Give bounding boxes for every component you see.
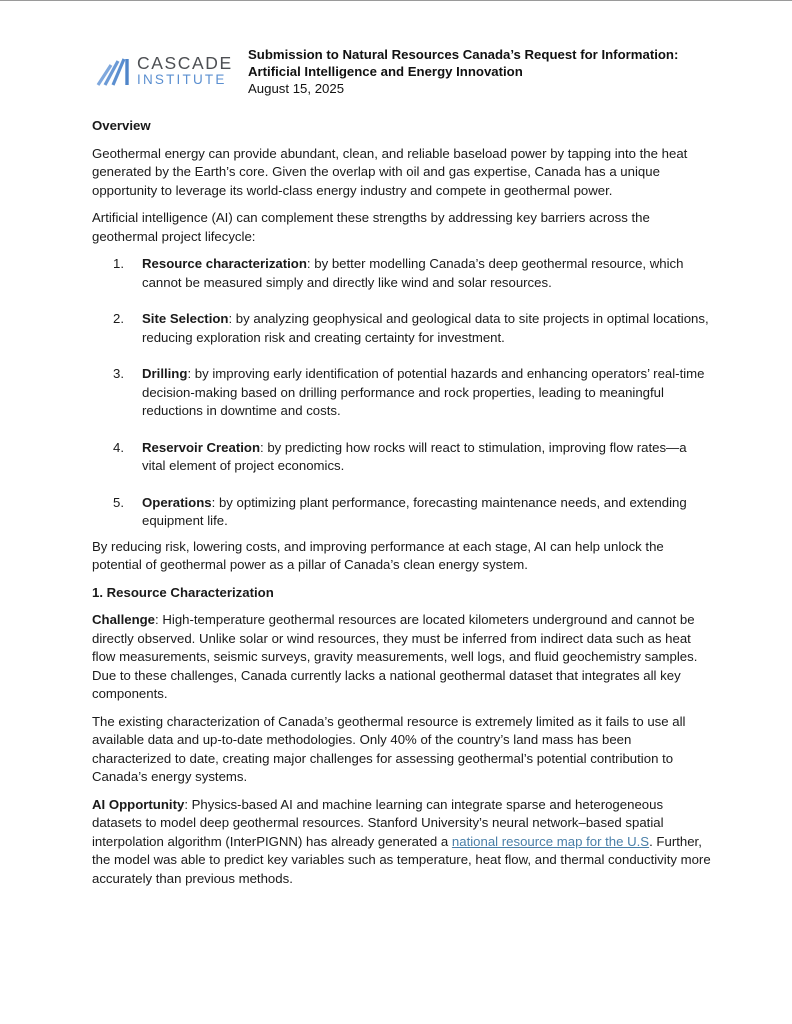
list-item-drilling xyxy=(92,365,712,421)
list-number: 1. xyxy=(113,256,124,271)
existing-characterization-paragraph: The existing characterization of Canada’s geothermal resource is extremely limited as it fails to use all available data and up-to-date methodologies. Only 40% of the country’s land mass has been characterized to date, creating major challenges for assessing geothermal’s potential contribution to Canada’s energy systems. xyxy=(92,713,686,784)
document-date: August 15, 2025 xyxy=(248,81,345,96)
overview-paragraph-2: Artificial intelligence (AI) can complement these strengths by addressing key barriers across the geothermal project lifecycle: xyxy=(92,210,650,244)
document-header xyxy=(96,46,716,102)
list-number: 2. xyxy=(113,311,124,326)
challenge-paragraph xyxy=(92,611,712,704)
list-item-text: : by improving early identification of potential hazards and enhancing operators’ real-time decision-making based on drilling performance and rock properties, leading to meaningful reductions in downtime and costs. xyxy=(142,366,705,418)
document-title-line-1: Submission to Natural Resources Canada’s Request for Information: xyxy=(248,47,679,62)
overview-heading: Overview xyxy=(92,118,151,133)
overview-paragraph-1: Geothermal energy can provide abundant, clean, and reliable baseload power by tapping into the heat generated by the Earth’s core. Given the overlap with oil and gas expertise, Canada has a unique opportunity to leverage its world-class energy industry and compete in geothermal power. xyxy=(92,145,688,198)
ai-opportunity-paragraph xyxy=(92,796,712,889)
list-item-site-selection xyxy=(92,310,712,347)
document-body xyxy=(92,117,712,897)
national-resource-map-link[interactable]: national resource map for the U.S xyxy=(451,833,650,849)
list-item-term: Resource characterization xyxy=(142,256,307,271)
logo-text-institute: INSTITUTE xyxy=(137,72,227,87)
ai-opportunity-text-before: : Physics-based AI and machine learning can integrate sparse and heterogeneous datasets to model deep geothermal resources. Stanford University’s neural network–based spatial interpolation algorithm (InterPIGNN) has already generated a xyxy=(92,796,664,849)
list-number: 4. xyxy=(113,439,124,455)
list-number: 3. xyxy=(113,366,124,381)
list-item-reservoir-creation xyxy=(92,439,712,476)
document-title-line-2: Artificial Intelligence and Energy Innovation xyxy=(248,64,523,79)
ai-opportunity-label: AI Opportunity xyxy=(92,796,185,812)
challenge-label: Challenge xyxy=(92,612,156,627)
list-item-term: Site Selection xyxy=(142,311,229,326)
barriers-list xyxy=(92,255,712,531)
header-title-block xyxy=(248,46,718,98)
list-item-resource-characterization xyxy=(92,255,712,292)
page-top-border xyxy=(0,0,792,1)
cascade-institute-logo xyxy=(96,53,236,88)
ai-opportunity-text-after: . Further, the model was able to predict key variables such as temperature, heat flow, and thermal conductivity more accurately than previous methods. xyxy=(92,833,711,886)
logo-text-cascade: CASCADE xyxy=(137,53,233,73)
overview-paragraph-3: By reducing risk, lowering costs, and improving performance at each stage, AI can help unlock the potential of geothermal power as a pillar of Canada’s clean energy system. xyxy=(92,538,664,572)
list-item-term: Drilling xyxy=(142,366,188,381)
list-item-text: : by predicting how rocks will react to stimulation, improving flow rates—a vital element of project economics. xyxy=(142,439,687,473)
list-item-text: : by analyzing geophysical and geological data to site projects in optimal locations, reducing exploration risk and creating certainty for investment. xyxy=(142,311,709,345)
list-item-term: Reservoir Creation xyxy=(142,439,260,455)
logo-mark-icon xyxy=(96,56,132,88)
list-item-text: : by better modelling Canada’s deep geothermal resource, which cannot be measured simply and directly like wind and solar resources. xyxy=(142,256,684,290)
logo-wordmark xyxy=(137,55,233,87)
list-item-text: : by optimizing plant performance, forecasting maintenance needs, and extending equipment life. xyxy=(142,494,687,528)
list-item-operations xyxy=(92,494,712,531)
challenge-text: : High-temperature geothermal resources are located kilometers underground and cannot be directly observed. Unlike solar or wind resources, they must be inferred from indirect data such as heat flow measurements, seismic surveys, gravity measurements, well logs, and fluid geochemistry samples. Due to these challenges, Canada currently lacks a national geothermal dataset that integrates all key components. xyxy=(92,612,698,701)
list-item-term: Operations xyxy=(142,494,212,510)
list-number: 5. xyxy=(113,494,124,510)
section-heading-resource-characterization: 1. Resource Characterization xyxy=(92,584,274,600)
